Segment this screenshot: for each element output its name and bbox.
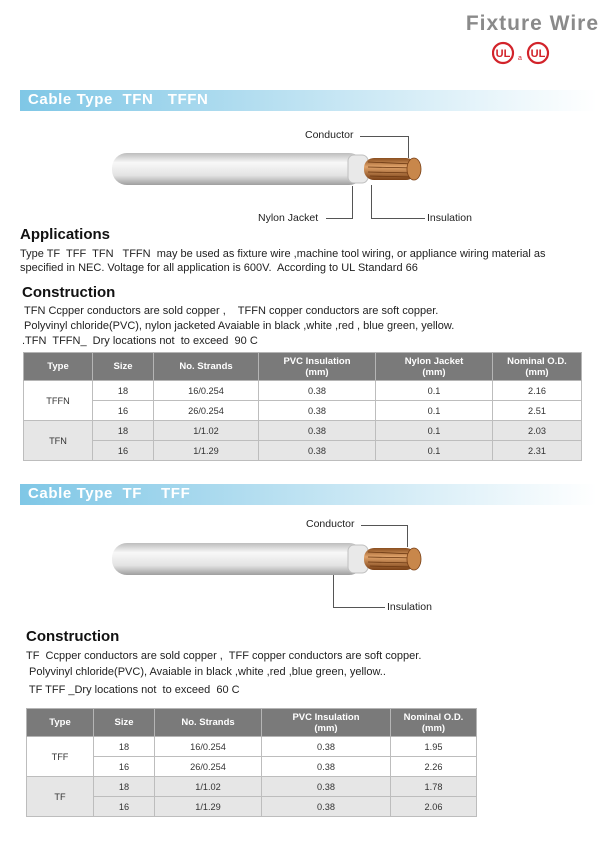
pvc-cell: 0.38 (262, 777, 391, 797)
construction-2-line-3: TF TFF _Dry locations not to exceed 60 C (26, 684, 240, 696)
type-cell: TFN (24, 421, 93, 461)
col-type: Type (24, 353, 93, 381)
size-cell: 16 (93, 401, 154, 421)
nylon-cell: 0.1 (376, 441, 493, 461)
col-size: Size (94, 709, 155, 737)
construction-2-line-1: TF Ccpper conductors are sold copper , TFF copper conductors are soft copper. (26, 650, 422, 662)
table-row (24, 421, 582, 441)
table-row (24, 381, 582, 401)
col-strands: No. Strands (155, 709, 262, 737)
strands-cell: 1/1.29 (154, 441, 259, 461)
applications-line-1: Type TF TFF TFN TFFN may be used as fixture wire ,machine tool wiring, or appliance wiring material as (20, 248, 546, 260)
construction-1-line-3: .TFN TFFN_ Dry locations not to exceed 90 C (22, 335, 258, 347)
ul-logo-text-2: UL (530, 48, 546, 60)
od-cell: 2.26 (391, 757, 477, 777)
pvc-cell: 0.38 (259, 401, 376, 421)
cable-illustration-tf (108, 540, 428, 580)
size-cell: 18 (94, 737, 155, 757)
callout-nylon-jacket: Nylon Jacket (258, 212, 319, 224)
callout-conductor: Conductor (305, 129, 354, 141)
callout-insulation: Insulation (427, 212, 472, 224)
pvc-cell: 0.38 (259, 381, 376, 401)
type-cell: TFF (27, 737, 94, 777)
pvc-cell: 0.38 (262, 797, 391, 817)
strands-cell: 26/0.254 (154, 401, 259, 421)
od-cell: 1.95 (391, 737, 477, 757)
od-cell: 2.51 (493, 401, 582, 421)
callout-conductor-2: Conductor (306, 518, 355, 530)
size-cell: 18 (93, 421, 154, 441)
size-cell: 16 (94, 797, 155, 817)
col-od: Nominal O.D. (mm) (391, 709, 477, 737)
ul-logo-text-1: UL (495, 48, 511, 60)
strands-cell: 1/1.02 (155, 777, 262, 797)
section-bar-tf-tff (20, 484, 597, 505)
construction-1-line-1: TFN Ccpper conductors are sold copper , TFFN copper conductors are soft copper. (24, 305, 439, 317)
type-cell: TFFN (24, 381, 93, 421)
type-cell: TF (27, 777, 94, 817)
pvc-cell: 0.38 (259, 441, 376, 461)
construction-heading-2: Construction (26, 628, 120, 645)
spec-table-tfn-tffn (23, 352, 582, 461)
table-row (27, 797, 477, 817)
applications-heading: Applications (20, 226, 111, 243)
pvc-cell: 0.38 (262, 757, 391, 777)
construction-1-line-2: Polyvinyl chloride(PVC), nylon jacketed Avaiable in black ,white ,red , blue green, yellow. (24, 320, 455, 332)
table-row (24, 441, 582, 461)
table-row (27, 757, 477, 777)
construction-heading-1: Construction (22, 284, 116, 301)
page-title: Fixture Wire (465, 12, 599, 35)
nylon-cell: 0.1 (376, 381, 493, 401)
pvc-cell: 0.38 (259, 421, 376, 441)
strands-cell: 1/1.29 (155, 797, 262, 817)
strands-cell: 16/0.254 (155, 737, 262, 757)
construction-2-line-2: Polyvinyl chloride(PVC), Avaiable in black ,white ,red ,blue green, yellow.. (26, 666, 386, 678)
section-title: Cable Type TFN TFFN (28, 91, 209, 108)
size-cell: 18 (94, 777, 155, 797)
table-row (27, 777, 477, 797)
col-type: Type (27, 709, 94, 737)
strands-cell: 1/1.02 (154, 421, 259, 441)
applications-line-2: specified in NEC. Voltage for all application is 600V. According to UL Standard 66 (20, 262, 418, 274)
od-cell: 2.16 (493, 381, 582, 401)
spec-table-tf-tff (26, 708, 477, 817)
ul-logo-mid: a (518, 55, 522, 62)
size-cell: 16 (93, 441, 154, 461)
col-strands: No. Strands (154, 353, 259, 381)
col-pvc: PVC Insulation (mm) (259, 353, 376, 381)
table-row (24, 401, 582, 421)
nylon-cell: 0.1 (376, 421, 493, 441)
col-pvc: PVC Insulation (mm) (262, 709, 391, 737)
od-cell: 1.78 (391, 777, 477, 797)
strands-cell: 26/0.254 (155, 757, 262, 777)
pvc-cell: 0.38 (262, 737, 391, 757)
cable-illustration-tfn (108, 150, 428, 190)
callout-insulation-2: Insulation (387, 601, 432, 613)
od-cell: 2.31 (493, 441, 582, 461)
col-od: Nominal O.D. (mm) (493, 353, 582, 381)
col-size: Size (93, 353, 154, 381)
size-cell: 16 (94, 757, 155, 777)
od-cell: 2.06 (391, 797, 477, 817)
nylon-cell: 0.1 (376, 401, 493, 421)
ul-certification-logos (492, 40, 552, 66)
section-bar-tfn-tffn (20, 90, 597, 111)
table-row (27, 737, 477, 757)
col-nylon: Nylon Jacket (mm) (376, 353, 493, 381)
od-cell: 2.03 (493, 421, 582, 441)
strands-cell: 16/0.254 (154, 381, 259, 401)
size-cell: 18 (93, 381, 154, 401)
section-title: Cable Type TF TFF (28, 485, 191, 502)
